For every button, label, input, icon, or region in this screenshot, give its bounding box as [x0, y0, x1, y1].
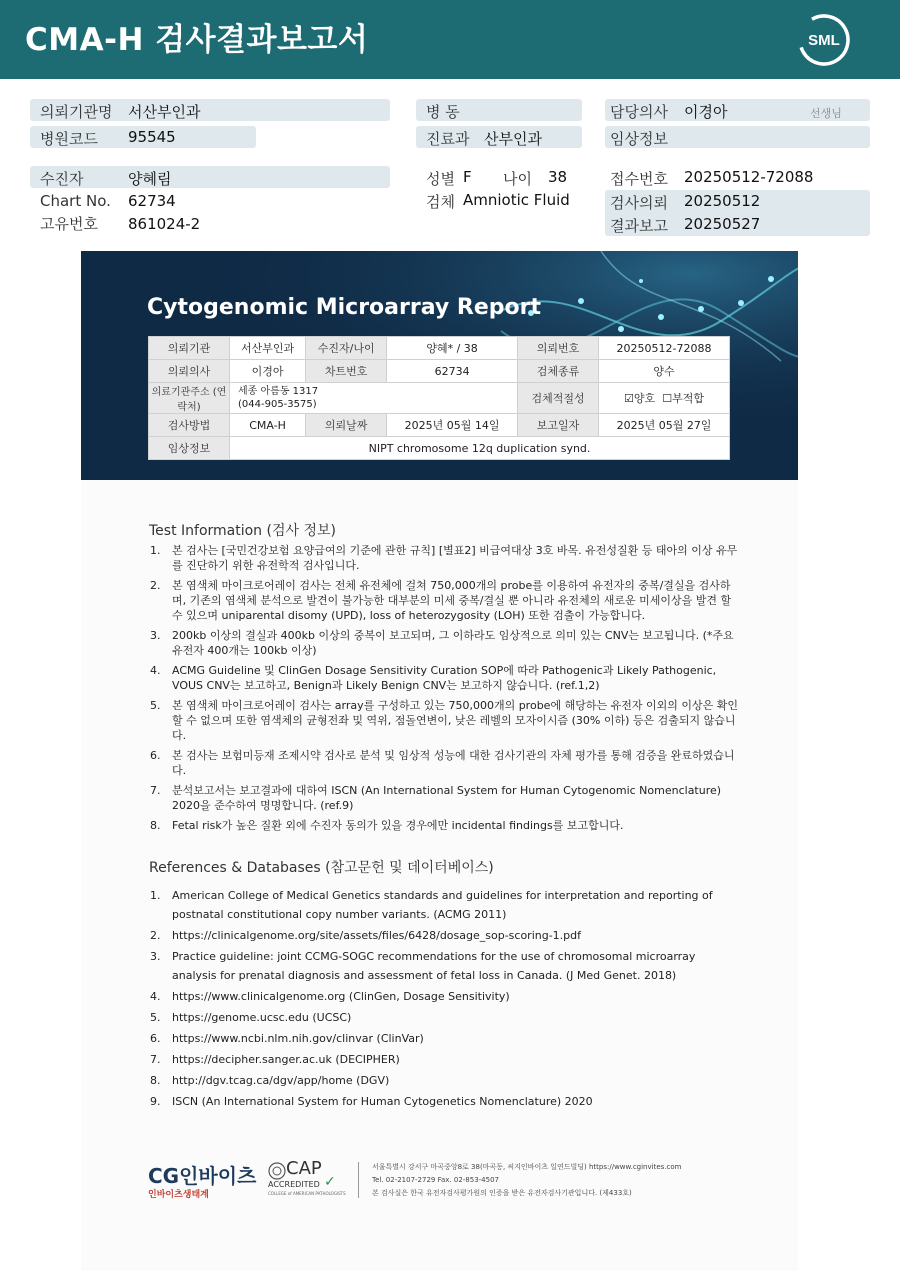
- cell-label: 의뢰기관: [149, 337, 230, 360]
- id-value: 861024-2: [128, 215, 201, 233]
- cap-text: CAP: [286, 1158, 322, 1179]
- report-title: Cytogenomic Microarray Report: [147, 295, 541, 320]
- list-item: 3. Practice guideline: joint CCMG-SOGC recommendations for the use of chromosomal microarray analysis for prenatal diagnosis and assessment of fetal loss in Canada. (J Med Genet. 2018): [150, 950, 696, 982]
- footer-note: 본 검사실은 한국 유전자검사평가원의 인증을 받은 유전자검사기관입니다. (제433호): [372, 1189, 632, 1197]
- list-item: 4. ACMG Guideline 및 ClinGen Dosage Sensitivity Curation SOP에 따라 Pathogenic과 Likely Pathogenic, VOUS CNV는 보고하고, Benign과 Likely Benign CNV는 보고하지 않습니다. (ref.1,2): [150, 664, 717, 692]
- sml-logo-icon: [796, 12, 852, 68]
- list-item: 7. 분석보고서는 보고결과에 대하여 ISCN (An International System for Human Cytogenomic Nomenclature) 2020을 준수하여 명명합니다. (ref.9): [150, 784, 722, 812]
- cell-label: 검체종류: [518, 360, 599, 383]
- test-info-list: [150, 543, 740, 833]
- list-item: 9. ISCN (An International System for Human Cytogenetics Nomenclature) 2020: [150, 1095, 593, 1108]
- examinee-label: 수진자: [40, 170, 84, 188]
- specimen-label: 검체: [426, 193, 455, 211]
- report-row-5: [149, 437, 730, 460]
- references-heading: References & Databases (참고문헌 및 데이터베이스): [149, 860, 494, 876]
- doctor-value: 이경아: [684, 103, 728, 121]
- address-cell: [230, 383, 518, 414]
- list-item: 5. 본 염색체 마이크로어레이 검사는 array를 구성하고 있는 750,000개의 probe에 해당하는 유전자 이외의 이상은 확인 할 수 없으며 또한 염색체의 균형전좌 및 역위, 점돌연변이, 낮은 레벨의 모자이시즘 (30% 이하) 등은 검출되지 않습니다.: [150, 699, 738, 742]
- address-text: 세종 아름동 1317: [238, 386, 319, 397]
- footer-phone: Tel. 02-2107-2729 Fax. 02-853-4507: [372, 1176, 500, 1184]
- cell-label: 수진자/나이: [306, 337, 387, 360]
- checkmark-icon: ✓: [324, 1174, 336, 1190]
- sex-value: F: [463, 168, 472, 186]
- cell-label: 차트번호: [306, 360, 387, 383]
- cell-value: 20250512-72088: [599, 337, 730, 360]
- receipt-value: 20250512-72088: [684, 168, 814, 186]
- cell-value: 2025년 05월 27일: [599, 414, 730, 437]
- references-list: [150, 886, 740, 1111]
- svg-text:SML: SML: [808, 32, 840, 49]
- hospital-code-label: 병원코드: [40, 130, 98, 148]
- hospital-code-value: 95545: [128, 128, 176, 146]
- ward-label: 병 동: [426, 103, 460, 121]
- cell-value: 이경아: [230, 360, 306, 383]
- list-item: 3. 200kb 이상의 결실과 400kb 이상의 중복이 보고되며, 그 이하라도 임상적으로 의미 있는 CNV는 보고됩니다. (*주요 유전자 400개는 100kb 이상): [150, 629, 734, 657]
- institution-label: 의뢰기관명: [40, 103, 113, 121]
- dept-label: 진료과: [426, 130, 470, 148]
- list-item: 8. Fetal risk가 높은 질환 외에 수진자 동의가 있을 경우에만 incidental findings를 보고합니다.: [150, 819, 624, 832]
- result-value: 20250527: [684, 215, 761, 233]
- report-row-1: [149, 337, 730, 360]
- dept-value: 산부인과: [484, 130, 542, 148]
- cell-value: 서산부인과: [230, 337, 306, 360]
- cell-label: 의뢰날짜: [306, 414, 387, 437]
- specimen-value: Amniotic Fluid: [463, 191, 570, 209]
- page-title: CMA-H 검사결과보고서: [25, 22, 369, 58]
- report-row-2: [149, 360, 730, 383]
- clinical-label: 임상정보: [610, 130, 668, 148]
- adequacy-cell: [599, 383, 730, 414]
- footer-divider: [358, 1162, 359, 1198]
- cg-invites-subtitle: 인바이츠생태계: [148, 1190, 209, 1200]
- cap-accredited-logo: [268, 1158, 348, 1198]
- report-summary-table: [148, 336, 730, 460]
- header-bar: [0, 0, 900, 79]
- list-item: 2. https://clinicalgenome.org/site/assets/files/6428/dosage_sop-scoring-1.pdf: [150, 929, 582, 942]
- cell-label: 보고일자: [518, 414, 599, 437]
- list-item: 6. https://www.ncbi.nlm.nih.gov/clinvar (ClinVar): [150, 1032, 424, 1045]
- cell-label: 검체적절성: [518, 383, 599, 414]
- age-value: 38: [548, 168, 568, 186]
- checked-box-icon: ☑: [624, 392, 634, 405]
- adequacy-bad: 부적합: [672, 392, 704, 405]
- cell-value: NIPT chromosome 12q duplication synd.: [230, 437, 730, 460]
- list-item: 6. 본 검사는 보험미등재 조제시약 검사로 분석 및 임상적 성능에 대한 검사기관의 자체 평가를 통해 검증을 완료하였습니다.: [150, 749, 735, 777]
- cell-label: 의뢰번호: [518, 337, 599, 360]
- cell-value: 양혜* / 38: [387, 337, 518, 360]
- report-footer: [148, 1158, 748, 1208]
- test-info-heading: Test Information (검사 정보): [149, 523, 336, 539]
- id-label: 고유번호: [40, 215, 98, 233]
- cell-value: 양수: [599, 360, 730, 383]
- list-item: 1. 본 검사는 [국민건강보험 요양급여의 기준에 관한 규칙] [별표2] 비급여대상 3호 바목. 유전성질환 등 태아의 이상 유무를 진단하기 위한 유전학적 검사입니다.: [150, 544, 738, 572]
- list-item: 5. https://genome.ucsc.edu (UCSC): [150, 1011, 352, 1024]
- request-value: 20250512: [684, 192, 761, 210]
- list-item: 1. American College of Medical Genetics standards and guidelines for interpretation and reporting of postnatal constitutional copy number variants. (ACMG 2011): [150, 889, 713, 921]
- cell-value: CMA-H: [230, 414, 306, 437]
- report-row-3: [149, 383, 730, 414]
- cell-label: 의료기관주소 (연락처): [149, 383, 230, 414]
- request-label: 검사의뢰: [610, 194, 668, 212]
- cap-accredited-text: ACCREDITED: [268, 1180, 320, 1189]
- sex-label: 성별: [426, 170, 455, 188]
- list-item: 4. https://www.clinicalgenome.org (ClinGen, Dosage Sensitivity): [150, 990, 510, 1003]
- phone-text: (044-905-3575): [238, 399, 317, 410]
- age-label: 나이: [503, 170, 532, 188]
- doctor-label: 담당의사: [610, 103, 668, 121]
- cap-college-text: COLLEGE of AMERICAN PATHOLOGISTS: [268, 1191, 346, 1196]
- examinee-value: 양혜림: [128, 170, 172, 188]
- adequacy-good: 양호: [633, 392, 656, 405]
- doctor-suffix: 선생님: [810, 107, 842, 120]
- unchecked-box-icon: ☐: [662, 392, 673, 405]
- list-item: 8. http://dgv.tcag.ca/dgv/app/home (DGV): [150, 1074, 390, 1087]
- list-item: 2. 본 염색체 마이크로어레이 검사는 전체 유전체에 걸쳐 750,000개의 probe를 이용하여 유전자의 중복/결실을 검사하며, 기존의 염색체 분석으로 발견이 불가능한 대부분의 미세 중복/결실 뿐 아니라 유전체의 새로운 미세이상을 발견 할 수 있으며 uniparental disomy (UPD), loss of heterozygosity (LOH) 또한 검출이 가능합니다.: [150, 579, 732, 622]
- cg-invites-logo: CG인바이츠: [148, 1164, 257, 1188]
- chart-label: Chart No.: [40, 192, 111, 210]
- list-item: 7. https://decipher.sanger.ac.uk (DECIPHER): [150, 1053, 400, 1066]
- result-label: 결과보고: [610, 217, 668, 235]
- chart-value: 62734: [128, 192, 176, 210]
- footer-address: 서울특별시 강서구 마곡중앙8로 38(마곡동, 씨지인바이츠 일연드빌딩) https://www.cginvites.com: [372, 1163, 682, 1171]
- cell-value: 2025년 05월 14일: [387, 414, 518, 437]
- footer-contact: [372, 1161, 681, 1200]
- cap-emblem-icon: [268, 1162, 286, 1180]
- institution-value: 서산부인과: [128, 103, 201, 121]
- cell-value: 62734: [387, 360, 518, 383]
- cell-label: 의뢰의사: [149, 360, 230, 383]
- receipt-label: 접수번호: [610, 170, 668, 188]
- cell-label: 임상정보: [149, 437, 230, 460]
- report-row-4: [149, 414, 730, 437]
- cell-label: 검사방법: [149, 414, 230, 437]
- examinee-row: [30, 166, 390, 188]
